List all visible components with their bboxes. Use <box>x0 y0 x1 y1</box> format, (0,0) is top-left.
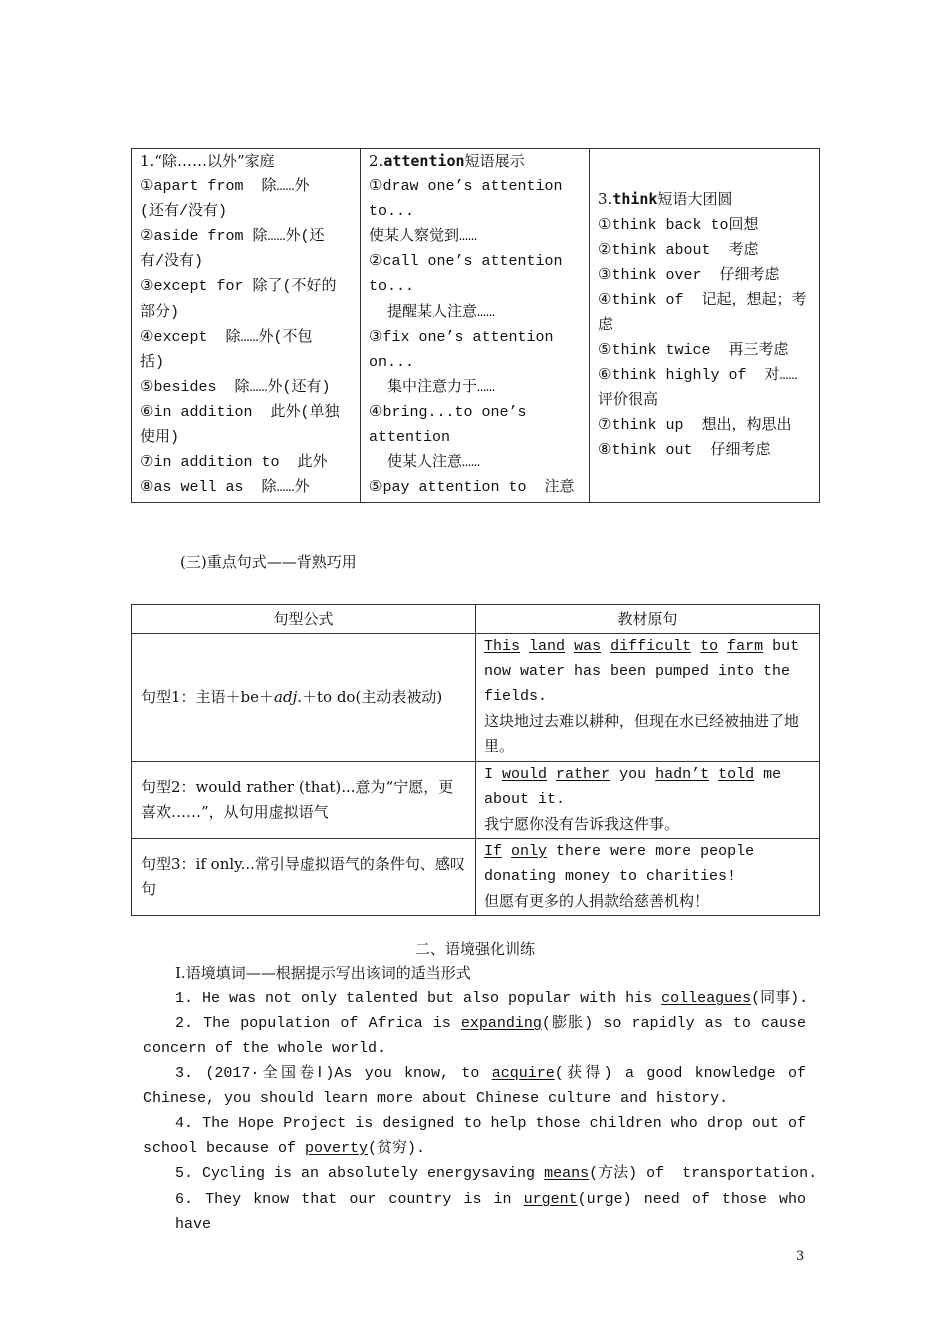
except-line: 有/没有) <box>140 253 204 271</box>
original-cell <box>476 762 820 839</box>
exercise-item-6: 6. They know that our country is in urgent(urge) need of those who have <box>175 1191 806 1233</box>
attention-line: attention <box>369 429 451 447</box>
think-line: 评价很高 <box>598 392 659 410</box>
attention-line: 提醒某人注意…… <box>369 303 496 321</box>
exercise-item-2: 2. The population of Africa is expanding(膨胀) so rapidly as to cause <box>175 1015 806 1032</box>
original-cell <box>476 839 820 916</box>
answer: expanding <box>460 1015 542 1032</box>
except-line: ①apart from 除……外 <box>140 178 310 196</box>
attention-line: on... <box>369 353 415 371</box>
part2-title: 二、语境强化训练 <box>414 940 535 958</box>
think-line: ④think of 记起，想起；考 <box>598 291 807 309</box>
attention-line: 集中注意力于…… <box>369 378 496 396</box>
exercise-item-4: 4. The Hope Project is designed to help those children who drop out of <box>175 1115 806 1132</box>
attention-line: ②call one’s attention <box>369 253 563 271</box>
header-original: 教材原句 <box>476 605 820 634</box>
attention-line: ⑤pay attention to 注意 <box>369 479 575 497</box>
answer: acquire <box>491 1065 555 1082</box>
think-line: ⑤think twice 再三考虑 <box>598 342 789 360</box>
think-line: ⑦think up 想出，构思出 <box>598 417 792 435</box>
attention-line: ④bring...to one’s <box>369 403 527 421</box>
section-heading: (三)重点句式——背熟巧用 <box>180 553 357 571</box>
original-sentence-en: I would rather you hadn’t told me about it. <box>484 766 782 808</box>
answer: urgent <box>523 1191 578 1208</box>
except-line: ②aside from 除……外(还 <box>140 228 325 246</box>
except-line: ④except 除……外(不包 <box>140 328 313 346</box>
think-phrases-cell <box>590 149 820 503</box>
except-line: 使用) <box>140 429 180 447</box>
think-line: ③think over 仔细考虑 <box>598 266 780 284</box>
except-family-cell <box>132 149 361 503</box>
header-pattern: 句型公式 <box>132 605 476 634</box>
except-line: 括) <box>140 353 165 371</box>
original-sentence-zh: 这块地过去难以耕种，但现在水已经被抽进了地里。 <box>484 712 800 755</box>
original-sentence-zh: 我宁愿你没有告诉我这件事。 <box>484 815 680 833</box>
answer: poverty <box>305 1140 369 1157</box>
except-line: ⑧as well as 除……外 <box>140 479 310 497</box>
except-line: ⑤besides 除……外(还有) <box>140 378 331 396</box>
think-line: ①think back to回想 <box>598 216 759 234</box>
except-line: ⑦in addition to 此外 <box>140 454 328 472</box>
attention-line: ①draw one’s attention <box>369 178 563 196</box>
original-sentence-en: This land was difficult to farm but now water has been pumped into the fields. <box>484 638 800 705</box>
vocab-table <box>131 148 820 503</box>
attention-line: 使某人注意…… <box>369 454 481 472</box>
pattern-cell: 句型3：if only...常引导虚拟语气的条件句、感叹句 <box>132 839 476 916</box>
attention-phrases-cell <box>361 149 590 503</box>
attention-line: to... <box>369 203 415 221</box>
exercise-item-4-cont: school because of poverty(贫穷). <box>143 1140 426 1157</box>
except-line: ③except for 除了(不好的 <box>140 278 337 296</box>
exercise-item-5: 5. Cycling is an absolutely energysaving means(方法) of transportation. <box>175 1165 818 1182</box>
exercise-item-3: 3. (2017·全国卷Ⅰ)As you know, to acquire(获得) a good knowledge of <box>175 1065 806 1082</box>
original-sentence-zh: 但愿有更多的人捐款给慈善机构！ <box>484 892 710 910</box>
exercise-item-2-cont: concern of the whole world. <box>143 1040 387 1057</box>
exercise-item-3-cont: Chinese, you should learn more about Chinese culture and history. <box>143 1090 729 1107</box>
answer: means <box>544 1165 590 1182</box>
except-line: ⑥in addition 此外(单独 <box>140 403 340 421</box>
attention-line: ③fix one’s attention <box>369 328 554 346</box>
original-cell <box>476 634 820 762</box>
pattern-cell: 句型2：would rather (that)...意为“宁愿，更喜欢……”，从句用虚拟语气 <box>132 762 476 839</box>
attention-title: 2.attention短语展示 <box>369 152 525 170</box>
except-line: 部分) <box>140 303 180 321</box>
sentence-table <box>131 604 820 916</box>
pattern-cell: 句型1：主语＋be＋adj.＋to do(主动表被动) <box>132 634 476 762</box>
except-family-title: 1.“除……以外”家庭 <box>140 152 275 170</box>
think-line: ⑥think highly of 对…… <box>598 367 798 385</box>
think-title: 3.think短语大团圆 <box>598 190 733 209</box>
except-line: (还有/没有) <box>140 203 228 221</box>
answer: colleagues <box>661 990 752 1007</box>
page-number: 3 <box>796 1249 805 1264</box>
attention-line: 使某人察觉到…… <box>369 228 478 246</box>
think-line: ②think about 考虑 <box>598 241 759 259</box>
think-line: 虑 <box>598 316 614 334</box>
attention-line: to... <box>369 278 415 296</box>
original-sentence-en: If only there were more people donating money to charities! <box>484 843 755 885</box>
exercise-item-1: 1. He was not only talented but also popular with his colleagues(同事). <box>175 990 809 1007</box>
think-line: ⑧think out 仔细考虑 <box>598 442 771 460</box>
exercise-heading: Ⅰ.语境填词——根据提示写出该词的适当形式 <box>175 964 471 982</box>
